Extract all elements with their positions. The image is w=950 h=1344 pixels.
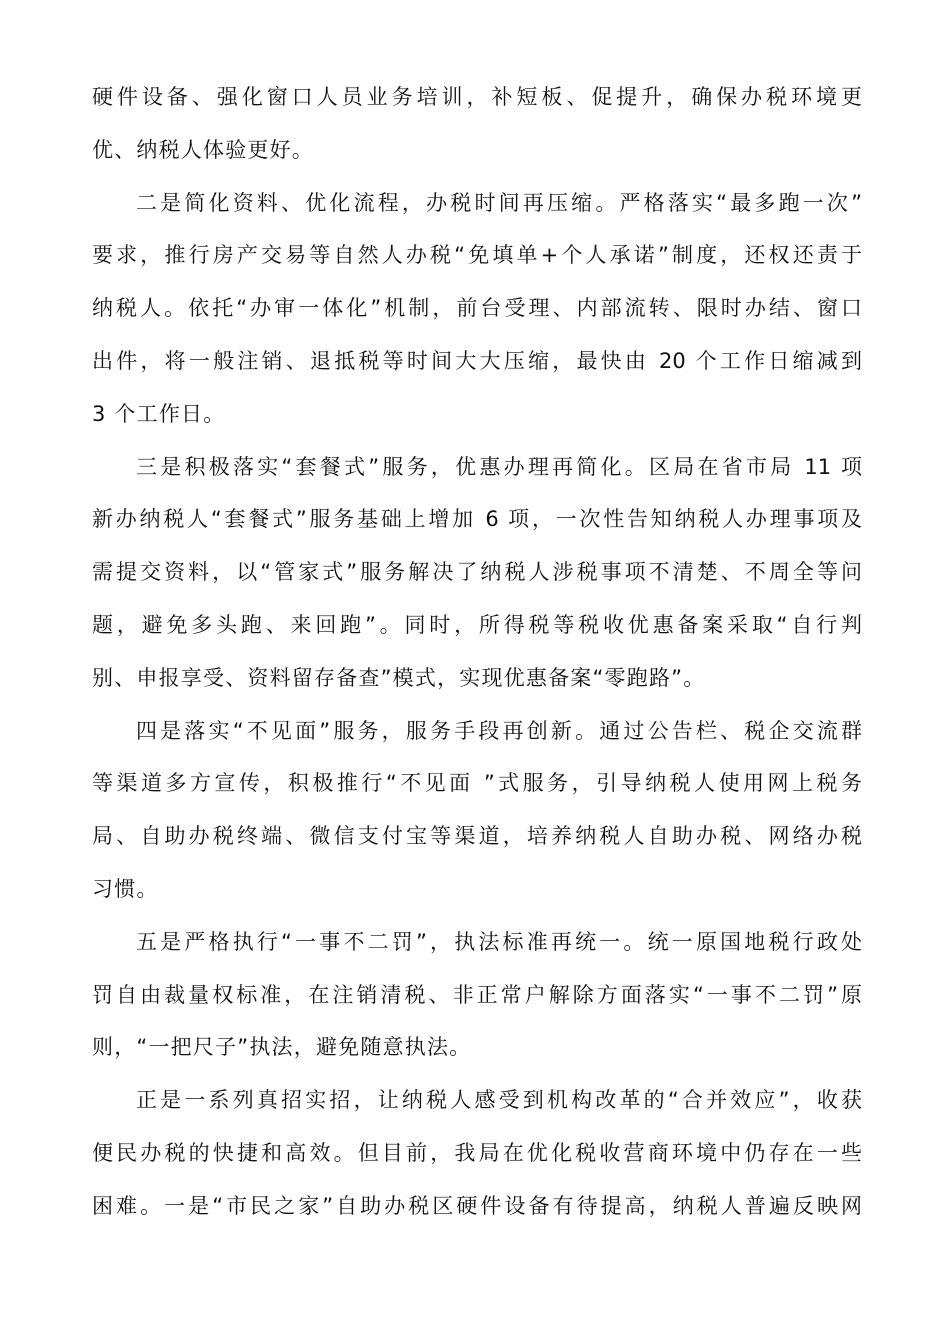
text-line: 四是落实“不见面”服务，服务手段再创新。通过公告栏、税企交流群 xyxy=(136,718,862,743)
document-page xyxy=(92,78,862,1240)
text-line: 等渠道多方宣传，积极推行“不见面 ”式服务，引导纳税人使用网上税务 xyxy=(92,771,862,796)
paragraph-simplify-process xyxy=(92,184,862,448)
text-line: 二是简化资料、优化流程，办税时间再压缩。严格落实“最多跑一次” xyxy=(136,190,862,215)
text-line: 硬件设备、强化窗口人员业务培训，补短板、促提升，确保办税环境更 xyxy=(92,85,862,109)
text-line: 新办纳税人“套餐式”服务基础上增加 6 项，一次性告知纳税人办理事项及 xyxy=(92,507,862,532)
text-line: 出件，将一般注销、退抵税等时间大大压缩，最快由 20 个工作日缩减到 xyxy=(92,348,862,373)
text-line: 习惯。 xyxy=(92,876,159,901)
text-line: 便民办税的快捷和高效。但目前，我局在优化税收营商环境中仍存在一些 xyxy=(92,1140,862,1165)
text-line: 题，避免多头跑、来回跑”。同时，所得税等税收优惠备案采取“自行判 xyxy=(92,612,862,637)
text-line: 则，“一把尺子”执法，避免随意执法。 xyxy=(92,1035,472,1060)
text-line: 3 个工作日。 xyxy=(92,401,226,426)
text-line: 别、申报享受、资料留存备查”模式，实现优惠备案“零跑路”。 xyxy=(92,665,706,690)
paragraph-continuation xyxy=(92,78,862,184)
text-line: 优、纳税人体验更好。 xyxy=(92,137,314,162)
text-line: 三是积极落实“套餐式”服务，优惠办理再简化。区局在省市局 11 项 xyxy=(136,454,862,479)
paragraph-summary-difficulties xyxy=(92,1081,862,1239)
paragraph-contactless-service xyxy=(92,712,862,923)
text-line: 五是严格执行“一事不二罚”，执法标准再统一。统一原国地税行政处 xyxy=(136,929,862,954)
text-line: 局、自助办税终端、微信支付宝等渠道，培养纳税人自助办税、网络办税 xyxy=(92,824,862,849)
text-line: 需提交资料，以“管家式”服务解决了纳税人涉税事项不清楚、不周全等问 xyxy=(92,560,862,585)
text-line: 困难。一是“市民之家”自助办税区硬件设备有待提高，纳税人普遍反映网 xyxy=(92,1193,862,1218)
paragraph-package-service xyxy=(92,448,862,712)
text-line: 正是一系列真招实招，让纳税人感受到机构改革的“合并效应”，收获 xyxy=(136,1088,862,1113)
text-line: 罚自由裁量权标准，在注销清税、非正常户解除方面落实“一事不二罚”原 xyxy=(92,982,862,1007)
text-line: 纳税人。依托“办审一体化”机制，前台受理、内部流转、限时办结、窗口 xyxy=(92,296,862,321)
text-line: 要求，推行房产交易等自然人办税“免填单+个人承诺”制度，还权还责于 xyxy=(92,243,862,268)
paragraph-unified-enforcement xyxy=(92,923,862,1081)
